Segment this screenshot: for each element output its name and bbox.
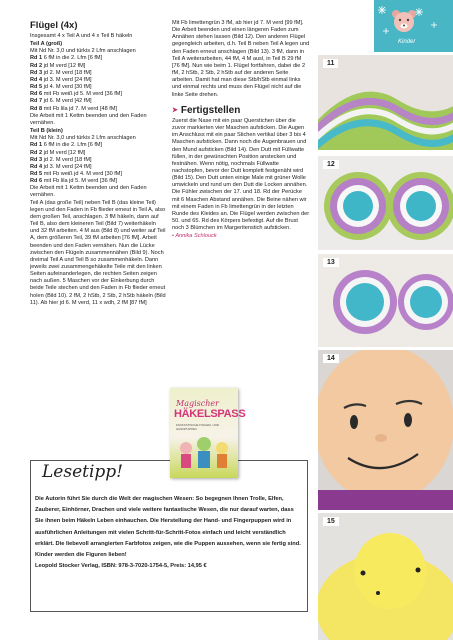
list-item: Rd 2 jd M verd [12 fM] xyxy=(30,62,86,69)
part-b-rows xyxy=(30,142,166,185)
part-a-end: Die Arbeit mit 1 Kettm beenden und den Faden vernähen. xyxy=(30,112,147,126)
list-item: Rd 8 mit Fb lila jd 7. M verd [48 fM] xyxy=(30,105,118,112)
part-a-title: Teil A (groß) xyxy=(30,41,63,48)
book-title-line-2: HÄKELSPASS xyxy=(174,408,246,420)
part-b-end: Die Arbeit mit 1 Kettm beenden und den Faden vernähen. xyxy=(30,185,147,199)
list-item: Rd 5 mit Fb weiß jd 4. M verd [30 fM] xyxy=(30,170,123,177)
finishing-text: Zuerst die Nase mit ein paar Querstichen über die zuvor markierten vier Maschen aufsticken. Die Augen im Anschluss mit ein paar Stichen vertikal über 3 bis 4 Maschen aufsticken. Dann noch die Augenbrauen und den Mund aufsticken (Bild 14). Den Dutt mit Füllwatte füllen, in der gewünschten Position anstecken und festnähen. Wenn nötig, nochmals Füllwatte nachstopfen, bevor der Dutt komplett festgenäht wird (Bild 15). Den Dutt unten einige Male mit grüner Wolle umwickeln und rund um den Dutt die Locken annähen. Die Fühler zwischen der 17. und 18. Rd der Perücke mit 6 Maschen Abstand annähen. Die Beine nähen wir mit einem Faden in Fb limettengrün in der letzten Runde des Kleides an. Die Flügel werden zwischen der 50. und 65. Rd des Körpers befestigt. Auf die Brust noch 3 Blümchen im Margeritenstich aufsticken. xyxy=(172,117,310,232)
photo-number: 14 xyxy=(323,354,339,363)
photo-12-image xyxy=(318,156,453,250)
continuation-text: Mit Fb limettengrün 3 fM, ab hier jd 7. M verd [99 fM]. Die Arbeit beenden und einen längeren Faden zum Annähen stehen lassen (Bild 12). Den anderen Flügel gegengleich arbeiten, d.h. Teil B neben Teil A legen und den Faden erneut anschlagen (Bild 13). 3 fM, dann in Teil A weiterarbeiten, 44 fM, 4 M ausl, in Teil B 29 fM [76 fM]. Nun wie beim 1. Flügel fortfahren, dabei die 2 fM, 2 hStb, 2 Stb, 2 hStb auf der anderen Seite arbeiten. Damit hat man diese Stb/hStb einmal links und einmal rechts und muss den Flügel nicht auf die linke Seite drehen. xyxy=(172,20,310,98)
badge-label: Kinder xyxy=(398,39,416,45)
photo-number: 13 xyxy=(323,258,339,267)
reading-tip-publisher: Leopold Stocker Verlag, ISBN: 978-3-7020-1754-5, Preis: 14,95 € xyxy=(35,563,207,570)
photo-11 xyxy=(318,55,453,150)
book-subtitle: FANTASTISCHE FINGER- UND HANDPUPPEN xyxy=(176,423,219,431)
list-item: Rd 2 jd M verd [12 fM] xyxy=(30,149,86,156)
photo-13-image xyxy=(318,254,453,347)
list-item: Rd 3 jd 2. M verd [18 fM] xyxy=(30,69,92,76)
list-item: Rd 7 jd 6. M verd [42 fM] xyxy=(30,98,92,105)
assembly-text: Teil A (das große Teil) neben Teil B (das kleine Teil) legen und den Faden in Fb flieder erneut in Teil A, also dem großen Teil, anschlagen. 3 fM häkeln, dann auf Teil B, also dem kleineren Teil (Bild 7) weiterhäkeln und 32 fM arbeiten. 4 M aus (Bild 8) und weiter auf Teil A, dem größeren Teil, 39 fM arbeiten [76 fM]. Arbeit beenden und den Faden vernähen. Nun die Lücke zwischen den Flügeln zusammennähen (Bild 9). Noch dreimal Teil A und Teil B so zusammenhäkeln. Dann jeweils zwei zusammengehäkelte Teile mit den linken Seiten aufeinanderlegen, die rechten Seiten zeigen nach außen. 5 Maschen vor der Einkerbung durch beide Teile stechen und den Faden in Fb flieder erneut holen (Bild 10). 2 fM, 2 hStb, 2 Stb, 2 hStb häkeln (Bild 11). Ab hier jd 6. M verd, 11 x wdh, 2 fM [87 fM] xyxy=(30,199,166,306)
right-text-column xyxy=(172,20,310,241)
part-a-start: Mit Nd Nr. 3,0 und türkis 2 Lfm anschlagen xyxy=(30,48,136,55)
left-column xyxy=(30,20,166,307)
photo-14-image xyxy=(318,350,453,510)
arrow-right-icon: ➤ xyxy=(172,106,178,114)
author-name: • Annika Schlouck xyxy=(172,233,217,240)
photo-15 xyxy=(318,513,453,640)
part-a-rows xyxy=(30,55,166,112)
photo-11-image xyxy=(318,55,453,150)
photo-14 xyxy=(318,350,453,510)
book-title-line-1: Magischer xyxy=(176,399,219,408)
photo-13 xyxy=(318,254,453,347)
reading-tip-title: Lesetipp! xyxy=(38,462,127,482)
list-item: Rd 1 6 fM in die 2. Lfm [6 fM] xyxy=(30,55,103,62)
list-item: Rd 4 jd 3. M verd [24 fM] xyxy=(30,76,92,83)
reading-tip-box xyxy=(30,460,312,615)
intro-text: Insgesamt 4 x Teil A und 4 x Teil B häkeln xyxy=(30,33,133,39)
photo-15-image xyxy=(318,513,453,640)
photo-12 xyxy=(318,156,453,250)
kinder-badge xyxy=(374,0,453,52)
photo-number: 11 xyxy=(323,59,338,68)
list-item: Rd 6 mit Fb lila jd 5. M verd [36 fM] xyxy=(30,178,118,185)
reading-tip-description: Die Autorin führt Sie durch die Welt der magischen Wesen: So begegnen Ihnen Trolle, Elfen, Zauberer, Einhörner, Drachen und viele weitere fantastische Wesen, die nur darauf warten, dass Sie ihnen beim Häkeln Leben einhauchen. Die Herstellung der Hand- und Fingerpuppen wird in ausführlichen Anleitungen mit vielen Schritt-für-Schritt-Fotos einfach und leicht verständlich erklärt. Die liebevoll arrangierten Farbfotos zeigen, wie die Puppen aussehen, wenn sie fertig sind. Kinder werden die Figuren lieben! xyxy=(35,496,301,559)
list-item: Rd 1 6 fM in die 2. Lfm [6 fM] xyxy=(30,142,103,149)
reading-tip-text xyxy=(35,494,303,572)
section-title-wings: Flügel (4x) xyxy=(30,20,78,31)
part-b-title: Teil B (klein) xyxy=(30,128,63,135)
photo-number: 12 xyxy=(323,160,339,169)
book-figures-graphic xyxy=(170,388,238,478)
finishing-title: Fertigstellen xyxy=(180,104,241,116)
list-item: Rd 6 mit Fb weiß jd 5. M verd [36 fM] xyxy=(30,91,123,98)
list-item: Rd 3 jd 2. M verd [18 fM] xyxy=(30,156,92,163)
photo-number: 15 xyxy=(323,517,339,526)
finishing-heading xyxy=(172,104,310,116)
book-cover-image xyxy=(170,388,246,478)
list-item: Rd 5 jd 4. M verd [30 fM] xyxy=(30,84,92,91)
list-item: Rd 4 jd 3. M verd [24 fM] xyxy=(30,163,92,170)
teddy-bear-icon xyxy=(392,10,416,32)
part-b-start: Mit Nd Nr. 3,0 und türkis 2 Lfm anschlagen xyxy=(30,135,136,142)
